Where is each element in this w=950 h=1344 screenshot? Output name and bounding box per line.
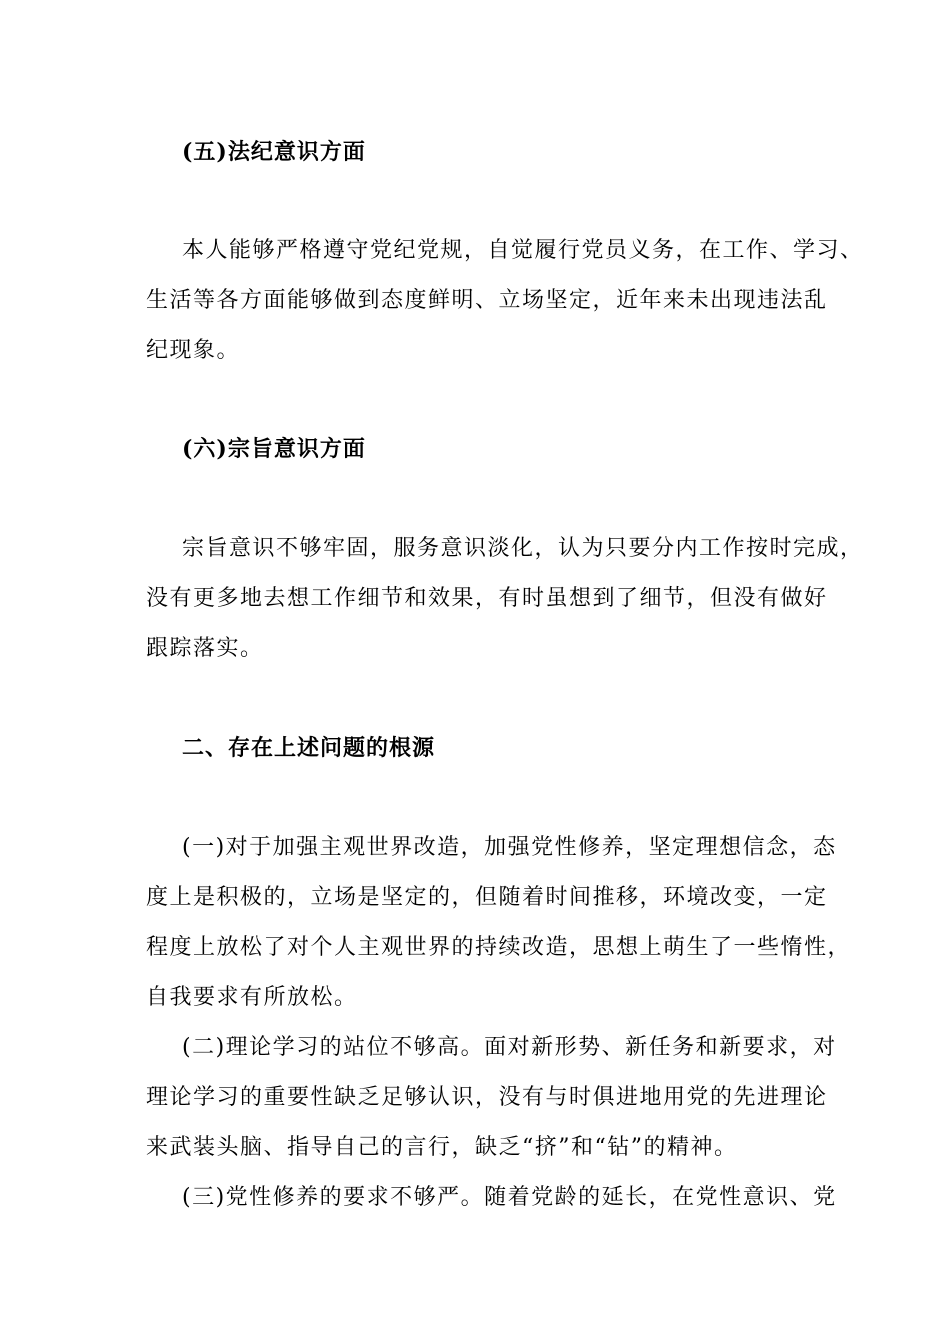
- paragraph-line: (二)理论学习的站位不够高。面对新形势、新任务和新要求，对: [182, 1035, 837, 1060]
- paragraph-line: 生活等各方面能够做到态度鲜明、立场坚定，近年来未出现违法乱: [146, 288, 828, 313]
- paragraph-line: (三)党性修养的要求不够严。随着党龄的延长，在党性意识、党: [182, 1185, 837, 1210]
- paragraph-line: 纪现象。: [146, 338, 241, 363]
- paragraph-line: 程度上放松了对个人主观世界的持续改造，思想上萌生了一些惰性，: [146, 935, 852, 960]
- paragraph-line: 本人能够严格遵守党纪党规，自觉履行党员义务，在工作、学习、: [182, 238, 864, 263]
- paragraph-line: 没有更多地去想工作细节和效果，有时虽想到了细节，但没有做好: [146, 586, 828, 611]
- section-heading-5: (五)法纪意识方面: [182, 139, 366, 165]
- paragraph-line: 自我要求有所放松。: [146, 985, 358, 1010]
- paragraph-line: 来武装头脑、指导自己的言行，缺乏“挤”和“钻”的精神。: [146, 1135, 738, 1160]
- paragraph-line: 理论学习的重要性缺乏足够认识，没有与时俱进地用党的先进理论: [146, 1085, 828, 1110]
- section-heading-6: (六)宗旨意识方面: [182, 436, 366, 462]
- paragraph-line: 度上是积极的，立场是坚定的，但随着时间推移，环境改变，一定: [146, 885, 828, 910]
- part-heading-2: 二、存在上述问题的根源: [182, 735, 436, 761]
- paragraph-line: 跟踪落实。: [146, 636, 264, 661]
- paragraph-line: 宗旨意识不够牢固，服务意识淡化，认为只要分内工作按时完成，: [182, 536, 864, 561]
- paragraph-line: (一)对于加强主观世界改造，加强党性修养，坚定理想信念，态: [182, 835, 837, 860]
